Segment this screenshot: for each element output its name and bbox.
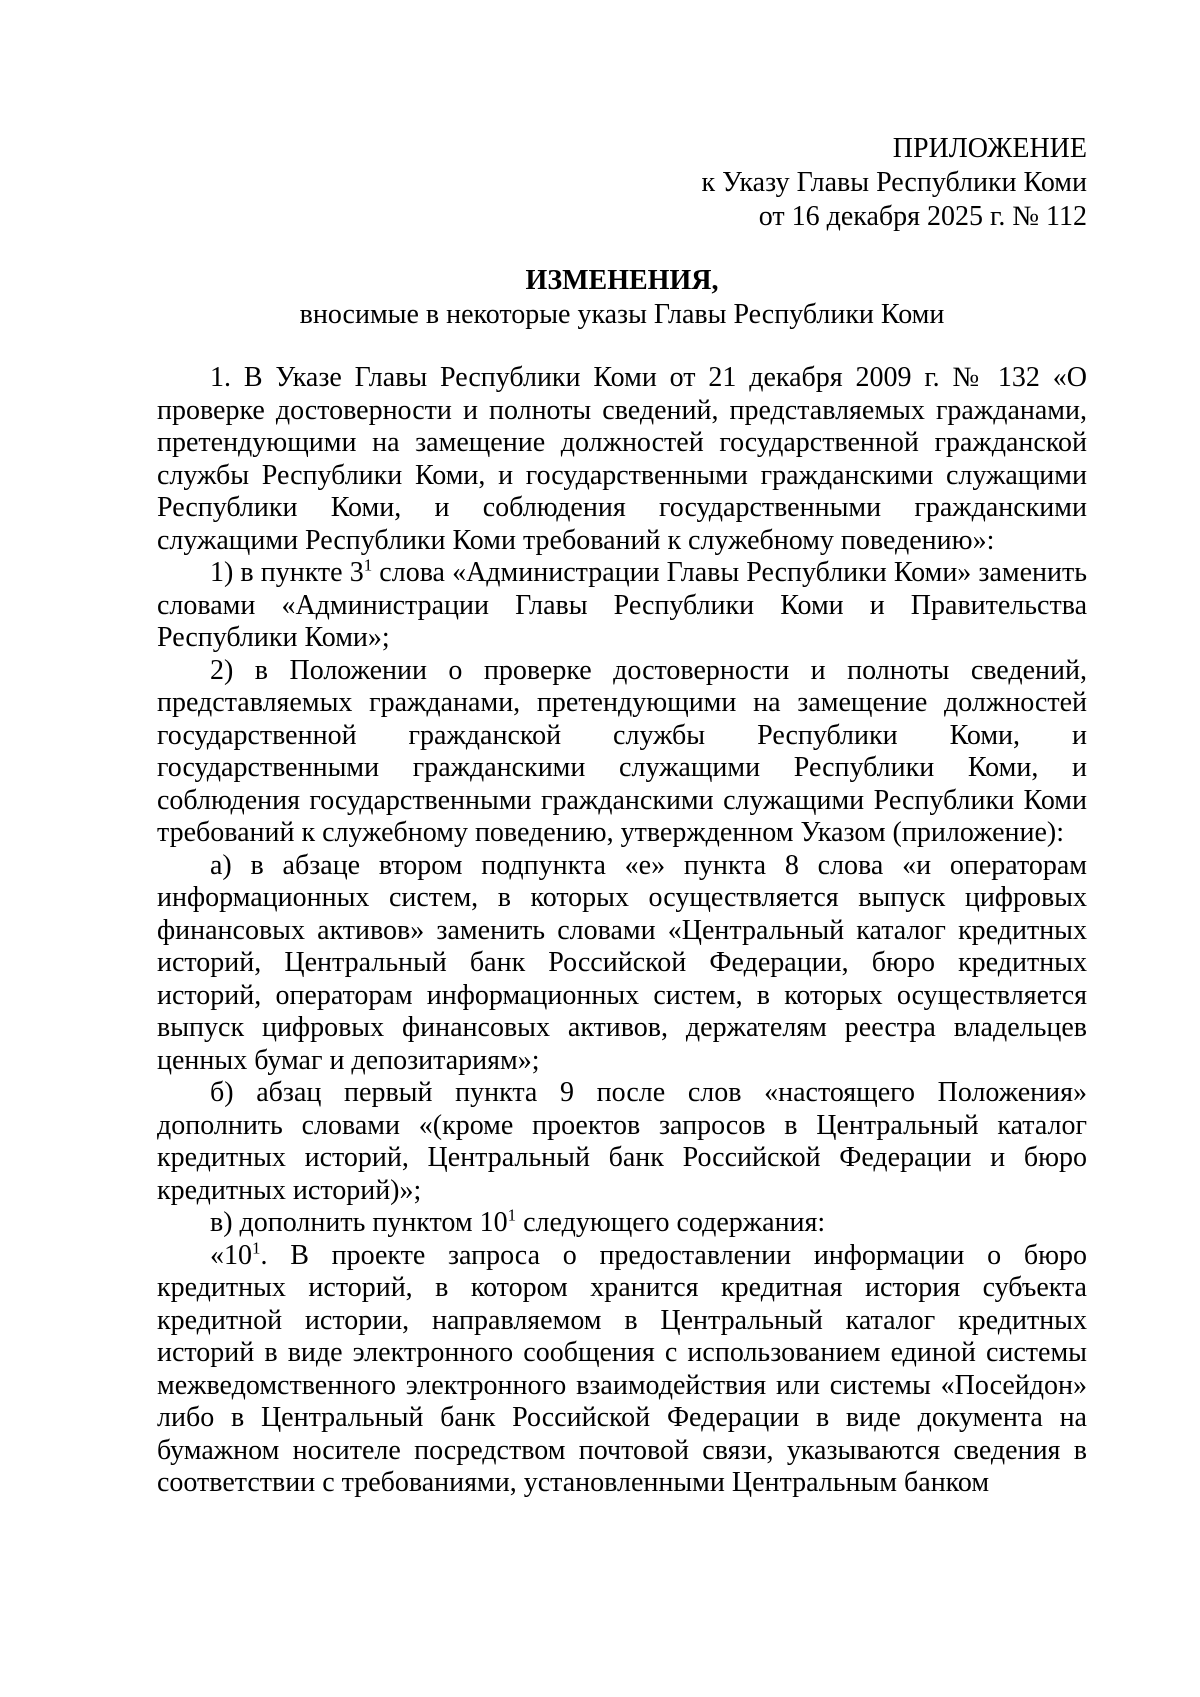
paragraph-6-superscript: 1: [507, 1205, 517, 1225]
paragraph-6-end: следующего содержания:: [516, 1207, 826, 1238]
paragraph-7-superscript: 1: [252, 1238, 261, 1258]
document-title: ИЗМЕНЕНИЯ,: [525, 265, 719, 296]
document-page: [157, 132, 1087, 1500]
paragraph-7-end: . В проекте запроса о предоставлении информации о бюро кредитных историй, в котором хранится кредитная история субъекта кредитной истории, направляемом в Центральный каталог кредитных историй в виде электронного сообщения с использованием единой системы межведомственного электронного взаимодействия или системы «Посейдон» либо в Центральный банк Российской Федерации в виде документа на бумажном носителе посредством почтовой связи, указываются сведения в соответствии с требованиями, установленными Центральным банком: [157, 1239, 1087, 1498]
paragraph-2-start: 1) в пункте 3: [210, 557, 364, 588]
paragraph-2: [157, 557, 1087, 655]
document-subtitle: вносимые в некоторые указы Главы Республики Коми: [299, 299, 945, 330]
paragraph-2-end: слова «Администрации Главы Республики Коми» заменить словами «Администрации Главы Республики Коми и Правительства Республики Коми»;: [157, 557, 1088, 653]
paragraph-3: 2) в Положении о проверке достоверности и полноты сведений, представляемых гражданами, претендующими на замещение должностей государственной гражданской службы Республики Коми, и государственными гражданскими служащими Республики Коми, и соблюдения государственными гражданскими служащими Республики Коми требований к служебному поведению, утвержденном Указом (приложение):: [157, 654, 1087, 848]
paragraph-6-start: в) дополнить пунктом 10: [210, 1207, 508, 1238]
paragraph-2-superscript: 1: [363, 555, 373, 575]
appendix-decree-date: от 16 декабря 2025 г. № 112: [758, 201, 1087, 232]
paragraph-1: 1. В Указе Главы Республики Коми от 21 декабря 2009 г. № 132 «О проверке достоверности и полноты сведений, представляемых гражданами, претендующими на замещение должностей государственной гражданской службы Республики Коми, и государственными гражданскими служащими Республики Коми, и соблюдения государственными гражданскими служащими Республики Коми требований к служебному поведению»:: [157, 362, 1087, 556]
paragraph-4: а) в абзаце втором подпункта «е» пункта 8 слова «и операторам информационных систем, в которых осуществляется выпуск цифровых финансовых активов» заменить словами «Центральный каталог кредитных историй, Центральный банк Российской Федерации, бюро кредитных историй, операторам информационных систем, в которых осуществляется выпуск цифровых финансовых активов, держателям реестра владельцев ценных бумаг и депозитариям»;: [157, 849, 1087, 1076]
paragraph-5: б) абзац первый пункта 9 после слов «настоящего Положения» дополнить словами «(кроме проектов запросов в Центральный каталог кредитных историй, Центральный банк Российской Федерации и бюро кредитных историй)»;: [157, 1077, 1087, 1206]
paragraph-6: [157, 1207, 1087, 1240]
appendix-decree-ref: к Указу Главы Республики Коми: [701, 167, 1087, 198]
appendix-header: [157, 132, 1087, 234]
paragraph-7-start: «10: [210, 1239, 252, 1271]
document-body: [157, 362, 1087, 1500]
appendix-label: ПРИЛОЖЕНИЕ: [892, 133, 1087, 164]
paragraph-7: [157, 1240, 1087, 1500]
